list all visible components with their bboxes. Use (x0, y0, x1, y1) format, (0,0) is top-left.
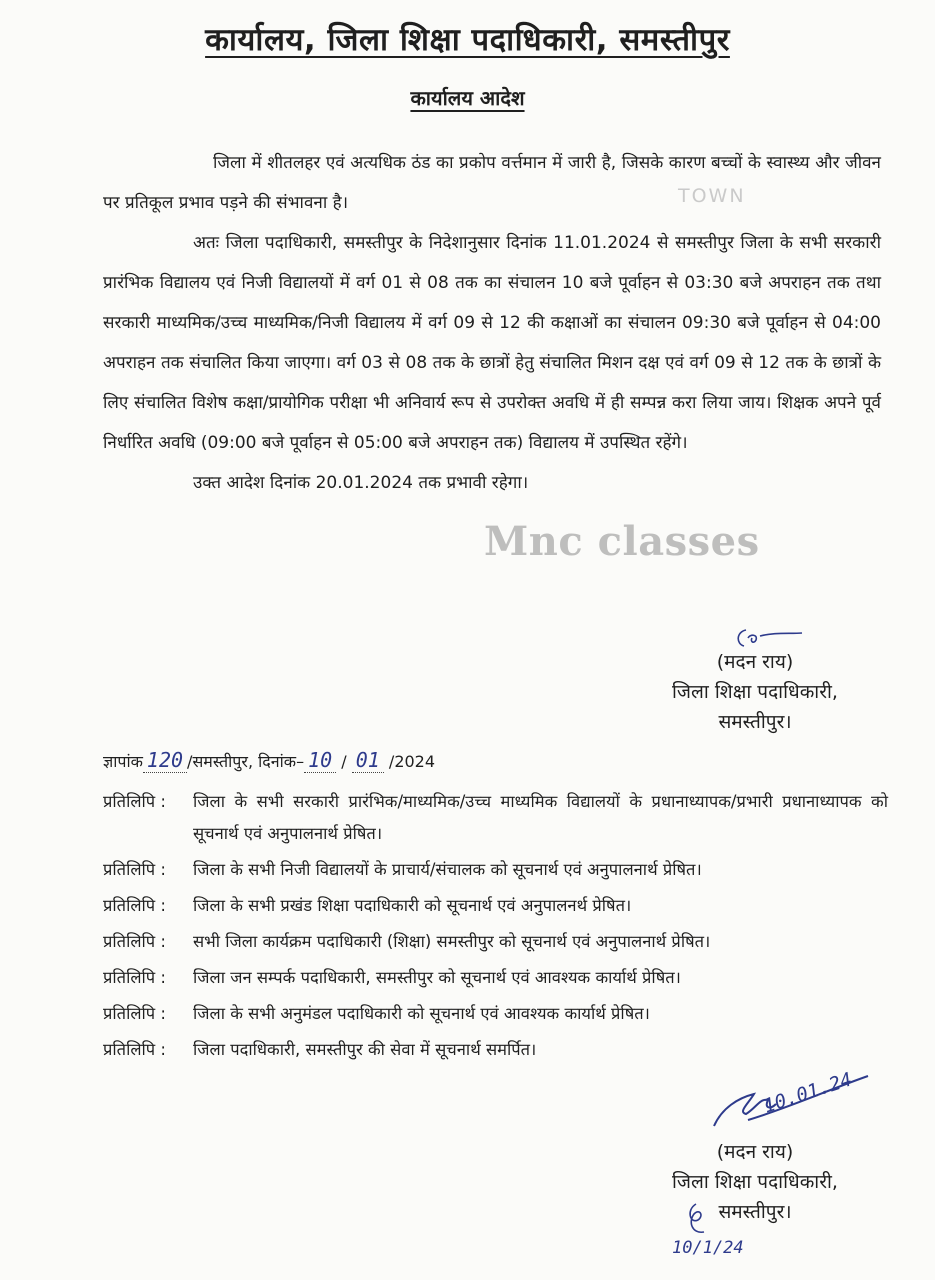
copy-item: प्रतिलिपि : जिला के सभी निजी विद्यालयों के प्राचार्य/संचालक को सूचनार्थ एवं अनुपालनार्थ प्रेषित। (103, 860, 702, 879)
signatory-name: (मदन राय) (716, 651, 794, 673)
order-body (103, 143, 881, 503)
paragraph-school-timing: अतः जिला पदाधिकारी, समस्तीपुर के निदेशानुसार दिनांक 11.01.2024 से समस्तीपुर जिला के सभी सरकारी प्रारंभिक विद्यालय एवं निजी विद्यालयों में वर्ग 01 से 08 तक का संचालन 10 बजे पूर्वाहन से 03:30 बजे अपराहन तक तथा सरकारी माध्यमिक/उच्च माध्यमिक/निजी विद्यालय में वर्ग 09 से 12 की कक्षाओं का संचालन 09:30 बजे पूर्वाहन से 04:00 अपराहन तक संचालित किया जाएगा। वर्ग 03 से 08 तक के छात्रों हेतु संचालित मिशन दक्ष एवं वर्ग 09 से 12 तक के छात्रों के लिए संचालित विशेष कक्षा/प्रायोगिक परीक्षा भी अनिवार्य रूप से उपरोक्त अवधि में ही सम्पन्न करा लिया जाय। शिक्षक अपने पूर्व निर्धारित अवधि (09:00 बजे पूर्वाहन से 05:00 बजे अपराहन तक) विद्यालय में उपस्थित रहेंगे। (103, 233, 881, 453)
initial-scribble (676, 1200, 716, 1240)
signatory-designation: जिला शिक्षा पदाधिकारी, (672, 1171, 838, 1193)
reference-place: /समस्तीपुर, दिनांक– (187, 752, 305, 771)
order-heading: कार्यालय आदेश (410, 86, 525, 110)
copy-list (103, 786, 888, 1070)
copy-item: प्रतिलिपि : जिला जन सम्पर्क पदाधिकारी, समस्तीपुर को सूचनार्थ एवं आवश्यक कार्यार्थ प्रेषित। (103, 968, 681, 987)
copy-item: प्रतिलिपि : जिला पदाधिकारी, समस्तीपुर की सेवा में सूचनार्थ समर्पित। (103, 1040, 537, 1059)
reference-month: 01 (355, 748, 380, 772)
signatory-designation: जिला शिक्षा पदाधिकारी, (672, 681, 838, 703)
copy-item: प्रतिलिपि : सभी जिला कार्यक्रम पदाधिकारी (शिक्षा) समस्तीपुर को सूचनार्थ एवं अनुपालनार्थ प्रेषित। (103, 932, 711, 951)
copy-item: प्रतिलिपि : जिला के सभी सरकारी प्रारंभिक/माध्यमिक/उच्च माध्यमिक विद्यालयों के प्रधानाध्यापक/प्रभारी प्रधानाध्यापक को सूचनार्थ एवं अनुपालनार्थ प्रेषित। (103, 792, 888, 843)
watermark: Mnc classes (484, 518, 760, 565)
smudged-text: TOWN (678, 185, 746, 207)
reference-year: /2024 (388, 752, 436, 771)
signatory-place: समस्तीपुर। (718, 1201, 792, 1223)
signature-block-2 (640, 1137, 870, 1227)
initial-date: 10/1/24 (672, 1238, 744, 1258)
copy-item: प्रतिलिपि : जिला के सभी प्रखंड शिक्षा पदाधिकारी को सूचनार्थ एवं अनुपालनर्थ प्रेषित। (103, 896, 632, 915)
reference-line: ज्ञापांक 120 /समस्तीपुर, दिनांक– 10 / 01 /2024 (103, 748, 436, 772)
signature-block-1 (640, 647, 870, 737)
office-title: कार्यालय, जिला शिक्षा पदाधिकारी, समस्तीपुर (205, 22, 730, 58)
reference-label: ज्ञापांक (103, 752, 143, 771)
handwritten-date: 10.01.24 (760, 1068, 855, 1118)
signatory-name: (मदन राय) (716, 1141, 794, 1163)
copy-item: प्रतिलिपि : जिला के सभी अनुमंडल पदाधिकारी को सूचनार्थ एवं आवश्यक कार्यार्थ प्रेषित। (103, 1004, 650, 1023)
paragraph-validity: उक्त आदेश दिनांक 20.01.2024 तक प्रभावी रहेगा। (193, 473, 529, 493)
reference-number: 120 (146, 748, 184, 772)
reference-day: 10 (308, 748, 333, 772)
paragraph-cold-wave: जिला में शीतलहर एवं अत्यधिक ठंड का प्रकोप वर्त्तमान में जारी है, जिसके कारण बच्चों के स्वास्थ्य और जीवन पर प्रतिकूल प्रभाव पड़ने की संभावना है। (103, 153, 881, 213)
signatory-place: समस्तीपुर। (718, 711, 792, 733)
